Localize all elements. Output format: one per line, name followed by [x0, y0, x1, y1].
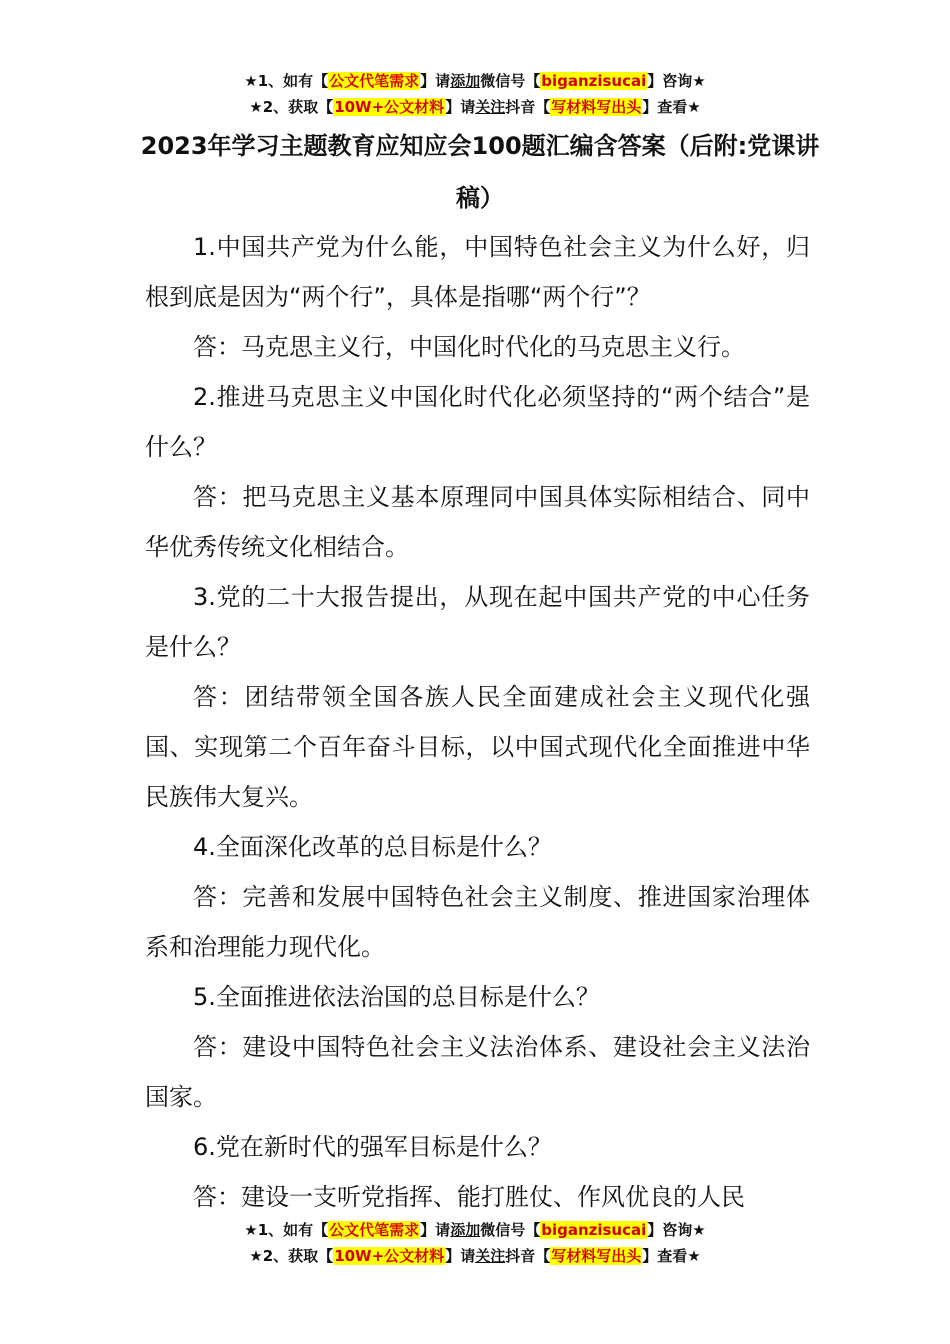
highlight-douyin-account: 写材料写出头: [551, 98, 642, 116]
highlight-wechat-id: biganzisucai: [541, 72, 647, 90]
answer-paragraph: 答：把马克思主义基本原理同中国具体实际相结合、同中华优秀传统文化相结合。: [145, 483, 810, 561]
answer-paragraph: 答：马克思主义行，中国化时代化的马克思主义行。: [193, 333, 745, 361]
banner-text: 】查看★: [642, 98, 701, 116]
banner-text: 】请: [445, 98, 476, 116]
underlined-text: 添加: [450, 1221, 481, 1239]
banner-star: ★: [244, 1221, 258, 1239]
banner-line-2: [0, 94, 950, 120]
document-body: [145, 222, 810, 1222]
banner-line-1: [0, 1217, 950, 1243]
banner-text: 】咨询★: [647, 1221, 706, 1239]
footer-banner: [0, 1217, 950, 1269]
banner-text: 1、如有【: [257, 1221, 329, 1239]
highlight-service: 公文代笔需求: [329, 1221, 420, 1239]
banner-text: ★2、获取【: [249, 1247, 334, 1265]
question-paragraph: 6.党在新时代的强军目标是什么？: [193, 1133, 552, 1161]
highlight-materials: 10W+公文材料: [334, 98, 445, 116]
underlined-text: 添加: [450, 72, 481, 90]
banner-text: 】请: [445, 1247, 476, 1265]
underlined-text: 关注: [475, 98, 506, 116]
document-title: 2023年学习主题教育应知应会100题汇编含答案（后附:党课讲稿）: [140, 132, 820, 212]
banner-line-1: [0, 68, 950, 94]
banner-text: 抖音【: [505, 98, 551, 116]
banner-text: 抖音【: [505, 1247, 551, 1265]
answer-paragraph: 答：建设一支听党指挥、能打胜仗、作风优良的人民: [193, 1183, 745, 1211]
banner-text: 】请: [420, 1221, 451, 1239]
answer-paragraph: 答：团结带领全国各族人民全面建成社会主义现代化强国、实现第二个百年奋斗目标，以中国式现代化全面推进中华民族伟大复兴。: [145, 683, 810, 811]
question-paragraph: 3.党的二十大报告提出，从现在起中国共产党的中心任务是什么？: [145, 583, 810, 661]
banner-text: 1、如有【: [257, 72, 329, 90]
banner-text: 】请: [420, 72, 451, 90]
highlight-service: 公文代笔需求: [329, 72, 420, 90]
banner-text: 微信号【: [480, 1221, 541, 1239]
header-banner: [0, 68, 950, 120]
question-paragraph: 5.全面推进依法治国的总目标是什么？: [193, 983, 600, 1011]
highlight-wechat-id: biganzisucai: [541, 1221, 647, 1239]
highlight-douyin-account: 写材料写出头: [551, 1247, 642, 1265]
highlight-materials: 10W+公文材料: [334, 1247, 445, 1265]
answer-paragraph: 答：建设中国特色社会主义法治体系、建设社会主义法治国家。: [145, 1033, 810, 1111]
question-paragraph: 1.中国共产党为什么能，中国特色社会主义为什么好，归根到底是因为“两个行”，具体是指哪“两个行”？: [145, 233, 810, 311]
answer-paragraph: 答：完善和发展中国特色社会主义制度、推进国家治理体系和治理能力现代化。: [145, 883, 810, 961]
question-paragraph: 2.推进马克思主义中国化时代化必须坚持的“两个结合”是什么？: [145, 383, 810, 461]
banner-text: 】咨询★: [647, 72, 706, 90]
banner-line-2: [0, 1243, 950, 1269]
banner-text: ★2、获取【: [249, 98, 334, 116]
banner-text: 】查看★: [642, 1247, 701, 1265]
banner-star: ★: [244, 72, 258, 90]
banner-text: 微信号【: [480, 72, 541, 90]
question-paragraph: 4.全面深化改革的总目标是什么？: [193, 833, 552, 861]
underlined-text: 关注: [475, 1247, 506, 1265]
